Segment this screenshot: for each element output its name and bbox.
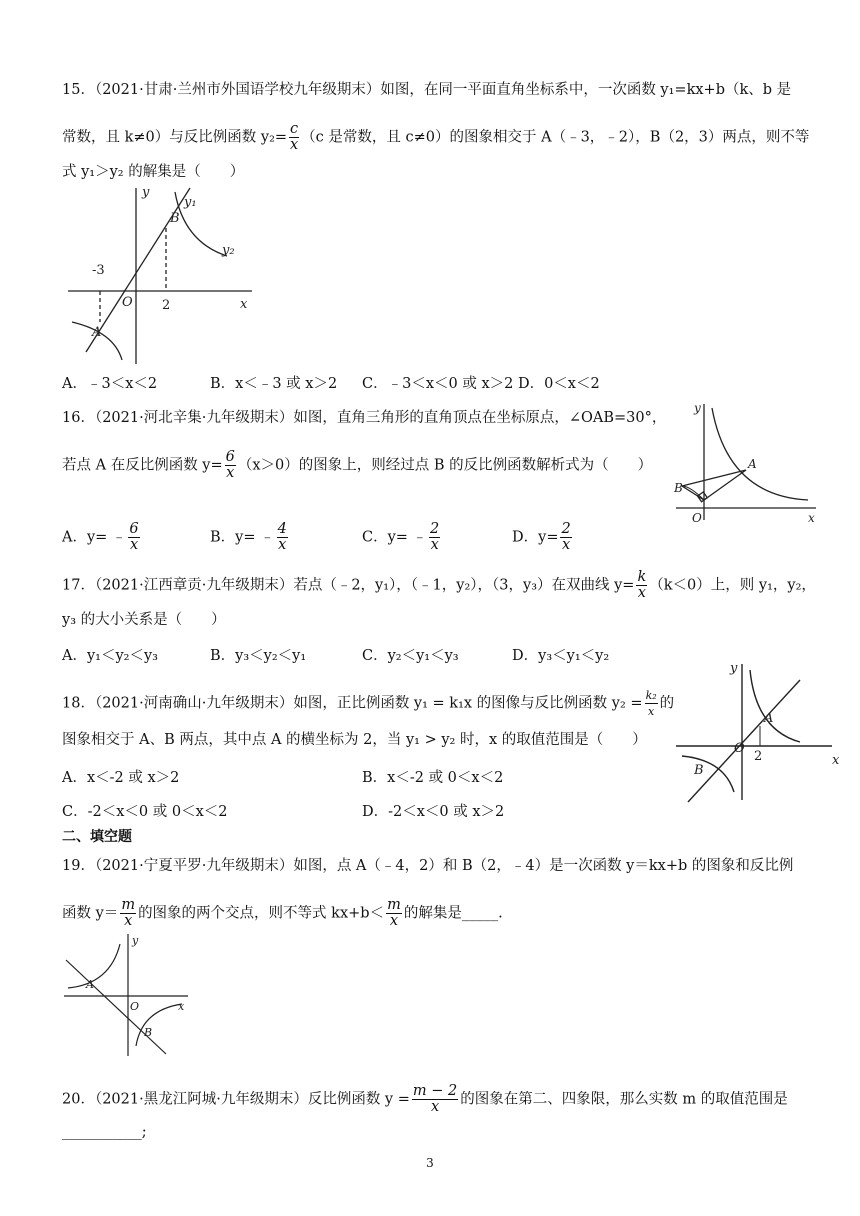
q19-line2b: 的图象的两个交点，则不等式 kx+b＜ — [138, 905, 385, 922]
q17-fraction — [636, 570, 647, 601]
section-heading: 二、填空题 — [62, 829, 132, 845]
label-x: x — [178, 1000, 185, 1013]
q17-line1 — [62, 570, 816, 601]
label-x: x — [832, 753, 840, 768]
q16-fraction — [225, 450, 236, 481]
label-x: x — [240, 297, 248, 312]
frac-den: x — [226, 465, 235, 481]
q16-line2a: 若点 A 在反比例函数 y= — [62, 457, 223, 474]
q20-fraction — [412, 1084, 458, 1115]
q20-line2: ___________; — [62, 1124, 147, 1140]
opt-fraction — [277, 522, 288, 553]
label-a: A — [764, 711, 774, 726]
q18-option-a[interactable]: A．x＜-2 或 x＞2 — [62, 770, 180, 786]
q18-fraction — [645, 688, 658, 719]
q20-line1 — [62, 1084, 788, 1115]
frac-den: x — [129, 537, 139, 553]
frac-num: 6 — [129, 521, 139, 537]
q17-option-c[interactable]: C．y₂＜y₁＜y₃ — [362, 648, 459, 664]
frac-den: x — [647, 705, 655, 718]
label-b: B — [144, 1026, 153, 1039]
label-y: y — [694, 401, 701, 415]
q15-option-c-d[interactable]: C．﹣3＜x＜0 或 x＞2 D．0＜x＜2 — [362, 376, 600, 392]
opt-prefix: A．y= ﹣ — [62, 529, 127, 546]
label-2: 2 — [754, 749, 763, 764]
label-o: O — [122, 295, 133, 310]
hyperbola-right — [750, 670, 800, 742]
q16-option-d[interactable] — [512, 522, 574, 553]
label-y2: y₂ — [222, 243, 235, 258]
opt-fraction — [560, 522, 571, 553]
q15-line2 — [62, 122, 809, 153]
frac-den: x — [389, 913, 399, 929]
q19-line2a: 函数 y＝ — [62, 905, 119, 922]
q15-figure — [62, 184, 262, 370]
q16-line1: 16．（2021·河北辛集·九年级期末）如图，直角三角形的直角顶点在坐标原点，∠OAB=30°， — [62, 410, 667, 426]
frac-num: k — [637, 569, 647, 585]
opt-prefix: D．y= — [512, 529, 559, 546]
label-a: A — [92, 325, 102, 340]
hyperbola-right — [136, 1004, 182, 1046]
q15-line2b: （c 是常数，且 c≠0）的图象相交于 A（﹣3，﹣2），B（2，3）两点，则不等 — [301, 129, 810, 146]
frac-num: 4 — [277, 521, 287, 537]
q19-fraction-2 — [386, 898, 402, 929]
label-a: A — [86, 978, 94, 991]
line-kx-b — [66, 960, 166, 1054]
label-x: x — [808, 511, 815, 524]
q18-option-d[interactable]: D．-2＜x＜0 或 x＞2 — [362, 804, 505, 820]
q16-option-c[interactable] — [362, 522, 442, 553]
page-number: 3 — [426, 1156, 434, 1170]
q17-option-a[interactable]: A．y₁＜y₂＜y₃ — [62, 648, 158, 664]
opt-prefix: B．y= ﹣ — [210, 529, 275, 546]
frac-den: x — [561, 537, 571, 553]
q16-option-a[interactable] — [62, 522, 142, 553]
q19-figure — [62, 930, 202, 1060]
q17-option-b[interactable]: B．y₃＜y₂＜y₁ — [210, 648, 307, 664]
label-b: B — [674, 481, 683, 495]
q17-line1b: （k＜0）上，则 y₁，y₂， — [649, 577, 816, 594]
opt-prefix: C．y= ﹣ — [362, 529, 428, 546]
label-b: B — [170, 211, 180, 226]
q17-line1a: 17．（2021·江西章贡·九年级期末）若点（﹣2，y₁），（﹣1，y₂），（3，y₃）在双曲线 y= — [62, 577, 635, 594]
opt-fraction — [429, 522, 440, 553]
label-a: A — [748, 457, 757, 471]
frac-num: k₂ — [645, 689, 657, 702]
hyperbola — [712, 408, 808, 500]
frac-den: x — [637, 585, 646, 601]
label-y: y — [132, 934, 139, 947]
frac-den: x — [430, 537, 439, 553]
q18-line1a: 18．（2021·河南确山·九年级期末）如图，正比例函数 y₁ = k₁x 的图像与反比例函数 y₂ = — [62, 695, 643, 712]
label-o: O — [734, 741, 745, 756]
label-b: B — [694, 763, 704, 778]
hyperbola-y2-right — [175, 192, 227, 256]
frac-den: x — [124, 913, 133, 929]
frac-num: m — [387, 897, 401, 913]
q18-figure — [674, 660, 844, 806]
frac-num: m — [121, 897, 136, 913]
label-y: y — [142, 185, 150, 200]
q16-figure — [672, 400, 822, 524]
q18-line2: 图象相交于 A、B 两点，其中点 A 的横坐标为 2，当 y₁ > y₂ 时，x 的取值范围是（ ） — [62, 732, 647, 748]
q18-option-b[interactable]: B．x＜-2 或 0＜x＜2 — [362, 770, 504, 786]
q19-fraction — [120, 898, 136, 929]
label-o: O — [130, 1000, 140, 1013]
q16-line2 — [62, 450, 652, 481]
q18-option-c[interactable]: C．-2＜x＜0 或 0＜x＜2 — [62, 804, 228, 820]
q19-line2c: 的解集是_____. — [403, 905, 503, 922]
frac-num: 2 — [430, 521, 440, 537]
q15-line3: 式 y₁＞y₂ 的解集是（ ） — [62, 164, 245, 180]
label-y: y — [730, 661, 738, 676]
q16-option-b[interactable] — [210, 522, 290, 553]
q19-line2 — [62, 898, 503, 929]
label-y1: y₁ — [184, 195, 197, 210]
frac-num: 6 — [225, 449, 235, 465]
frac-num: 2 — [561, 521, 571, 537]
q17-option-d[interactable]: D．y₃＜y₁＜y₂ — [512, 648, 610, 664]
opt-fraction — [128, 522, 139, 553]
label-o: O — [692, 511, 702, 524]
q15-fraction — [289, 122, 299, 153]
frac-den: x — [290, 137, 299, 153]
q17-line2: y₃ 的大小关系是（ ） — [62, 612, 226, 628]
q15-line1: 15．（2021·甘肃·兰州市外国语学校九年级期末）如图，在同一平面直角坐标系中，一次函数 y₁=kx+b（k、b 是 — [62, 82, 792, 98]
label-2: 2 — [162, 298, 171, 313]
q15-line2a: 常数，且 k≠0）与反比例函数 y₂= — [62, 129, 288, 146]
frac-num: c — [290, 121, 299, 137]
frac-den: x — [430, 1099, 440, 1115]
q15-option-b[interactable]: B．x＜﹣3 或 x＞2 — [210, 376, 338, 392]
q20-line1b: 的图象在第二、四象限，那么实数 m 的取值范围是 — [460, 1091, 788, 1108]
label-minus3: -3 — [92, 263, 105, 278]
triangle-oab — [682, 470, 746, 500]
q19-line1: 19．（2021·宁夏平罗·九年级期末）如图，点 A（﹣4，2）和 B（2，﹣4）是一次函数 y＝kx+b 的图象和反比例 — [62, 858, 794, 874]
q16-line2b: （x＞0）的图象上，则经过点 B 的反比例函数解析式为（ ） — [237, 457, 653, 474]
q18-line1 — [62, 688, 674, 719]
q15-option-a[interactable]: A．﹣3＜x＜2 — [62, 376, 158, 392]
frac-den: x — [278, 537, 287, 553]
q18-line1b: 的 — [659, 695, 675, 712]
frac-num: m − 2 — [412, 1083, 458, 1099]
hyperbola-left — [68, 944, 120, 988]
q20-line1a: 20．（2021·黑龙江阿城·九年级期末）反比例函数 y = — [62, 1091, 410, 1108]
